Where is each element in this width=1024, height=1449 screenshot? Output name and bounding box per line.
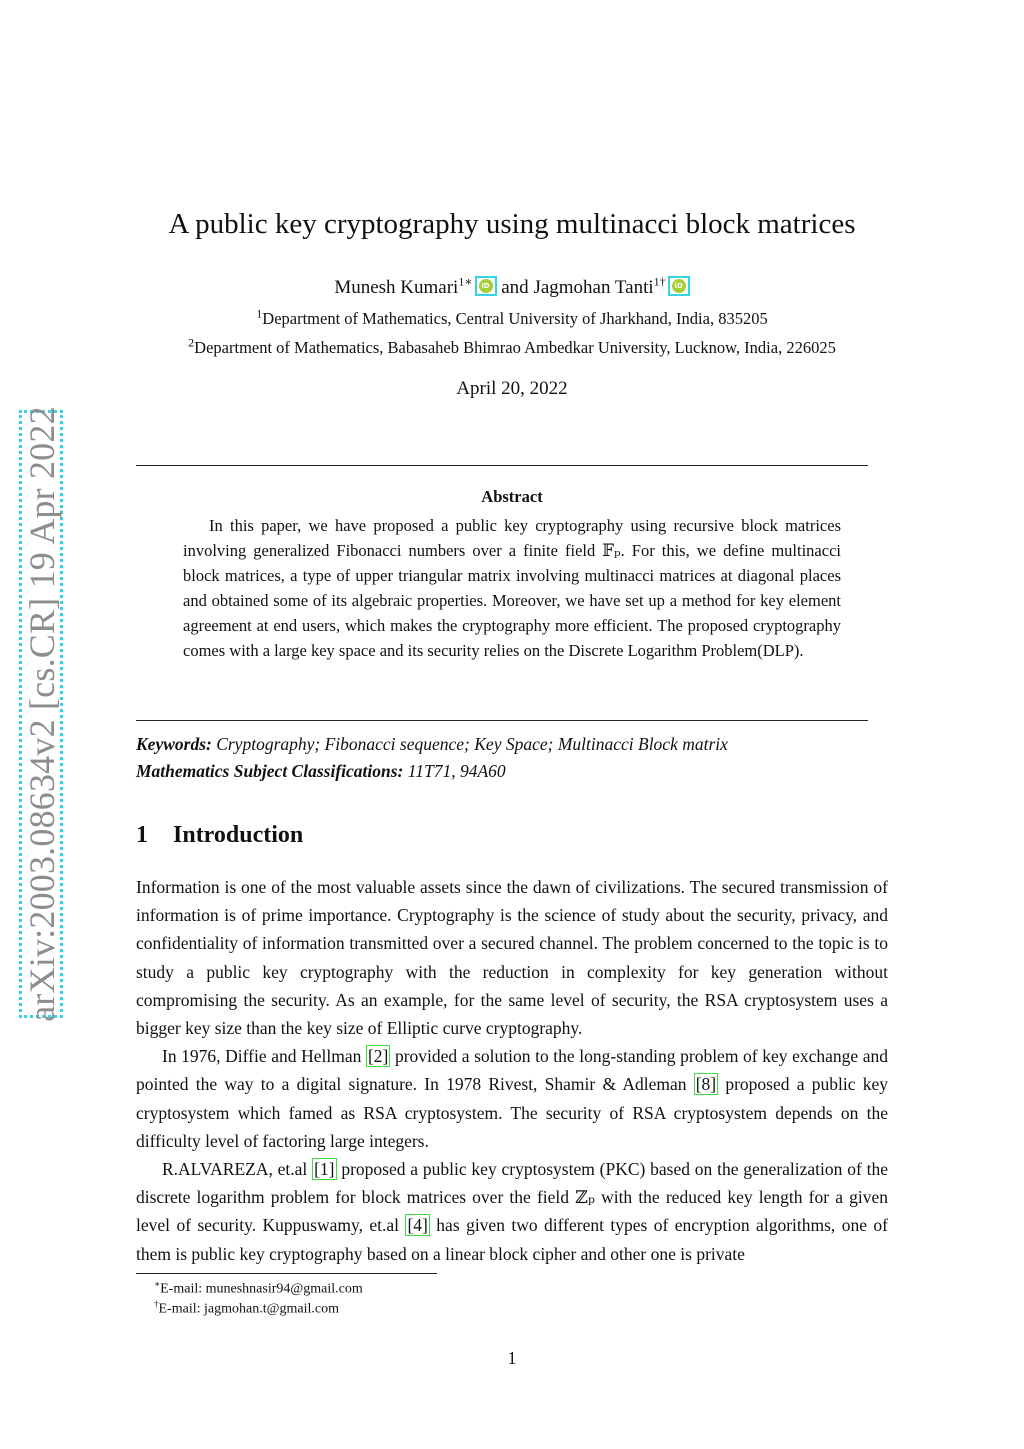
abstract-heading: Abstract (481, 487, 543, 506)
author-conj: and (501, 277, 529, 298)
paper-title: A public key cryptography using multinacci block matrices (168, 208, 856, 240)
page-number: 1 (507, 1348, 517, 1368)
affiliation-1: $^1$Department of Mathematics, Central University of Jharkhand, India, 835205 (256, 306, 768, 328)
author-2-name: Jagmohan Tanti (533, 277, 654, 298)
paper-date: April 20, 2022 (456, 378, 568, 399)
abstract-body (183, 513, 841, 663)
keywords-label: Keywords: (136, 734, 212, 754)
section-body (136, 873, 888, 1268)
msc-classification (136, 761, 506, 782)
author-1-sup: 1∗ (458, 274, 473, 289)
section-title: Introduction (173, 822, 304, 848)
divider (136, 720, 868, 721)
citation-link[interactable]: [2] (367, 1046, 389, 1067)
divider (136, 465, 868, 466)
abstract-text: In this paper, we have proposed a public key cryptography using recursive block matrices involving generalized Fibonacci numbers over a finite field 𝔽ₚ. For this, we define multinacci block matrices, a type of upper triangular matrix involving multinacci matrices at diagonal places and obtained some of its algebraic properties. Moreover, we have set up a method for key element agreement at end users, which makes the cryptography more efficient. The proposed cryptography comes with a large key space and its security relies on the Discrete Logarithm Problem(DLP). (183, 516, 841, 660)
author-1-name: Munesh Kumari (334, 277, 459, 298)
arxiv-stamp[interactable]: arXiv:2003.08634v2 [cs.CR] 19 Apr 2022 (22, 406, 62, 1022)
author-2-sup: 1† (653, 274, 666, 289)
affiliation-2: $^2$Department of Mathematics, Babasaheb Bhimrao Ambedkar University, Lucknow, India, 226025 (188, 335, 836, 357)
orcid-icon[interactable]: iD (668, 276, 690, 296)
paragraph: In 1976, Diffie and Hellman [2] provided a solution to the long-standing problem of key exchange and pointed the way to a digital signature. In 1978 Rivest, Shamir & Adleman [8] proposed a public key cryptosystem which famed as RSA cryptosystem. The security of RSA cryptosystem depends on the difficulty level of factoring large integers. (136, 1046, 889, 1151)
footnote-1: ∗E-mail: muneshnasir94@gmail.com (154, 1279, 363, 1297)
section-number: 1 (136, 822, 148, 848)
orcid-icon[interactable]: iD (475, 276, 497, 296)
citation-link[interactable]: [4] (407, 1215, 428, 1236)
keywords-text: Cryptography; Fibonacci sequence; Key Space; Multinacci Block matrix (216, 734, 728, 754)
keywords (136, 734, 728, 755)
msc-text: 11T71, 94A60 (407, 761, 506, 781)
paragraph: R.ALVAREZA, et.al [1] proposed a public key cryptosystem (PKC) based on the generalization of the discrete logarithm problem for block matrices over the field ℤₚ with the reduced key length for a given level of security. Kuppuswamy, et.al [4] has given two different types of encryption algorithms, one of them is public key cryptography based on a linear block cipher and other one is private (136, 1159, 888, 1264)
author-line (0, 276, 1024, 299)
citation-link[interactable]: [8] (695, 1074, 717, 1095)
citation-link[interactable]: [1] (314, 1159, 335, 1180)
footnote-divider (136, 1273, 437, 1274)
footnote-2: †E-mail: jagmohan.t@gmail.com (154, 1299, 339, 1317)
msc-label: Mathematics Subject Classifications: (136, 761, 404, 781)
paragraph: Information is one of the most valuable assets since the dawn of civilizations. The secured transmission of information is of prime importance. Cryptography is the science of study about the security, privacy, and confidentiality of information transmitted over a secured channel. The problem concerned to the topic is to study a public key cryptography with the reduction in complexity for key generation without compromising the security. As an example, for the same level of security, the RSA cryptosystem uses a bigger key size than the key size of Elliptic curve cryptography. (136, 877, 888, 1039)
section-heading (136, 822, 303, 849)
